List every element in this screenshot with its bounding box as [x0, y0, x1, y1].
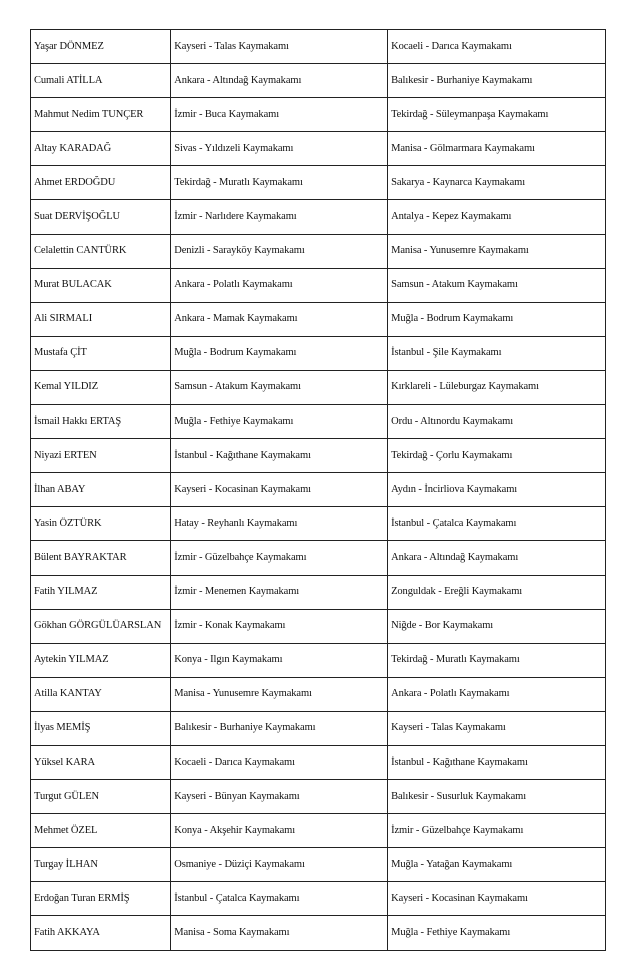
current-post-cell: Manisa - Yunusemre Kaymakamı	[171, 677, 388, 711]
table-row	[31, 64, 606, 98]
table-row	[31, 200, 606, 234]
current-post-cell: Ankara - Polatlı Kaymakamı	[171, 268, 388, 302]
new-post-cell: Muğla - Bodrum Kaymakamı	[388, 302, 606, 336]
table-row	[31, 745, 606, 779]
current-post-cell: Balıkesir - Burhaniye Kaymakamı	[171, 711, 388, 745]
person-name-cell: Turgut GÜLEN	[31, 780, 171, 814]
table-row	[31, 268, 606, 302]
table-row	[31, 848, 606, 882]
table-row	[31, 132, 606, 166]
person-name-cell: Yasin ÖZTÜRK	[31, 507, 171, 541]
current-post-cell: Denizli - Sarayköy Kaymakamı	[171, 234, 388, 268]
new-post-cell: Kocaeli - Darıca Kaymakamı	[388, 30, 606, 64]
new-post-cell: Antalya - Kepez Kaymakamı	[388, 200, 606, 234]
table-body	[31, 30, 606, 951]
table-row	[31, 98, 606, 132]
new-post-cell: Tekirdağ - Süleymanpaşa Kaymakamı	[388, 98, 606, 132]
table-row	[31, 814, 606, 848]
new-post-cell: Samsun - Atakum Kaymakamı	[388, 268, 606, 302]
person-name-cell: Celalettin CANTÜRK	[31, 234, 171, 268]
table-row	[31, 473, 606, 507]
table-row	[31, 677, 606, 711]
table-row	[31, 711, 606, 745]
current-post-cell: İzmir - Menemen Kaymakamı	[171, 575, 388, 609]
table-row	[31, 336, 606, 370]
person-name-cell: Turgay İLHAN	[31, 848, 171, 882]
current-post-cell: İzmir - Güzelbahçe Kaymakamı	[171, 541, 388, 575]
new-post-cell: Zonguldak - Ereğli Kaymakamı	[388, 575, 606, 609]
current-post-cell: Kayseri - Talas Kaymakamı	[171, 30, 388, 64]
new-post-cell: Ordu - Altınordu Kaymakamı	[388, 405, 606, 439]
new-post-cell: Kayseri - Talas Kaymakamı	[388, 711, 606, 745]
new-post-cell: Niğde - Bor Kaymakamı	[388, 609, 606, 643]
current-post-cell: Manisa - Soma Kaymakamı	[171, 916, 388, 950]
new-post-cell: Sakarya - Kaynarca Kaymakamı	[388, 166, 606, 200]
person-name-cell: Fatih YILMAZ	[31, 575, 171, 609]
new-post-cell: Balıkesir - Susurluk Kaymakamı	[388, 780, 606, 814]
person-name-cell: Fatih AKKAYA	[31, 916, 171, 950]
new-post-cell: Ankara - Polatlı Kaymakamı	[388, 677, 606, 711]
current-post-cell: Kocaeli - Darıca Kaymakamı	[171, 745, 388, 779]
appointments-table	[30, 29, 606, 951]
person-name-cell: Atilla KANTAY	[31, 677, 171, 711]
current-post-cell: Muğla - Fethiye Kaymakamı	[171, 405, 388, 439]
current-post-cell: Hatay - Reyhanlı Kaymakamı	[171, 507, 388, 541]
person-name-cell: Niyazi ERTEN	[31, 439, 171, 473]
new-post-cell: Kırklareli - Lüleburgaz Kaymakamı	[388, 370, 606, 404]
new-post-cell: Kayseri - Kocasinan Kaymakamı	[388, 882, 606, 916]
new-post-cell: Balıkesir - Burhaniye Kaymakamı	[388, 64, 606, 98]
new-post-cell: Aydın - İncirliova Kaymakamı	[388, 473, 606, 507]
new-post-cell: Muğla - Fethiye Kaymakamı	[388, 916, 606, 950]
person-name-cell: Aytekin YILMAZ	[31, 643, 171, 677]
table-row	[31, 882, 606, 916]
new-post-cell: İzmir - Güzelbahçe Kaymakamı	[388, 814, 606, 848]
new-post-cell: Tekirdağ - Muratlı Kaymakamı	[388, 643, 606, 677]
current-post-cell: Konya - Akşehir Kaymakamı	[171, 814, 388, 848]
table-row	[31, 30, 606, 64]
person-name-cell: Murat BULACAK	[31, 268, 171, 302]
person-name-cell: İlyas MEMİŞ	[31, 711, 171, 745]
person-name-cell: Erdoğan Turan ERMİŞ	[31, 882, 171, 916]
table-row	[31, 166, 606, 200]
current-post-cell: Kayseri - Kocasinan Kaymakamı	[171, 473, 388, 507]
person-name-cell: Suat DERVİŞOĞLU	[31, 200, 171, 234]
person-name-cell: Ahmet ERDOĞDU	[31, 166, 171, 200]
table-row	[31, 780, 606, 814]
current-post-cell: Muğla - Bodrum Kaymakamı	[171, 336, 388, 370]
current-post-cell: Sivas - Yıldızeli Kaymakamı	[171, 132, 388, 166]
current-post-cell: Osmaniye - Düziçi Kaymakamı	[171, 848, 388, 882]
table-row	[31, 507, 606, 541]
current-post-cell: İstanbul - Çatalca Kaymakamı	[171, 882, 388, 916]
new-post-cell: İstanbul - Şile Kaymakamı	[388, 336, 606, 370]
person-name-cell: Cumali ATİLLA	[31, 64, 171, 98]
new-post-cell: Manisa - Yunusemre Kaymakamı	[388, 234, 606, 268]
current-post-cell: Kayseri - Bünyan Kaymakamı	[171, 780, 388, 814]
person-name-cell: Altay KARADAĞ	[31, 132, 171, 166]
table-row	[31, 234, 606, 268]
table-row	[31, 575, 606, 609]
person-name-cell: İlhan ABAY	[31, 473, 171, 507]
new-post-cell: Tekirdağ - Çorlu Kaymakamı	[388, 439, 606, 473]
table-row	[31, 643, 606, 677]
table-row	[31, 541, 606, 575]
person-name-cell: Yaşar DÖNMEZ	[31, 30, 171, 64]
person-name-cell: Mehmet ÖZEL	[31, 814, 171, 848]
person-name-cell: İsmail Hakkı ERTAŞ	[31, 405, 171, 439]
new-post-cell: Manisa - Gölmarmara Kaymakamı	[388, 132, 606, 166]
current-post-cell: Ankara - Mamak Kaymakamı	[171, 302, 388, 336]
current-post-cell: İzmir - Konak Kaymakamı	[171, 609, 388, 643]
person-name-cell: Mahmut Nedim TUNÇER	[31, 98, 171, 132]
current-post-cell: İstanbul - Kağıthane Kaymakamı	[171, 439, 388, 473]
table-row	[31, 609, 606, 643]
table-row	[31, 370, 606, 404]
current-post-cell: Tekirdağ - Muratlı Kaymakamı	[171, 166, 388, 200]
person-name-cell: Bülent BAYRAKTAR	[31, 541, 171, 575]
person-name-cell: Mustafa ÇİT	[31, 336, 171, 370]
current-post-cell: İzmir - Narlıdere Kaymakamı	[171, 200, 388, 234]
person-name-cell: Yüksel KARA	[31, 745, 171, 779]
new-post-cell: İstanbul - Kağıthane Kaymakamı	[388, 745, 606, 779]
new-post-cell: Ankara - Altındağ Kaymakamı	[388, 541, 606, 575]
table-row	[31, 439, 606, 473]
table-row	[31, 916, 606, 950]
person-name-cell: Kemal YILDIZ	[31, 370, 171, 404]
new-post-cell: İstanbul - Çatalca Kaymakamı	[388, 507, 606, 541]
current-post-cell: Samsun - Atakum Kaymakamı	[171, 370, 388, 404]
current-post-cell: İzmir - Buca Kaymakamı	[171, 98, 388, 132]
new-post-cell: Muğla - Yatağan Kaymakamı	[388, 848, 606, 882]
person-name-cell: Ali SIRMALI	[31, 302, 171, 336]
table-row	[31, 405, 606, 439]
person-name-cell: Gökhan GÖRGÜLÜARSLAN	[31, 609, 171, 643]
current-post-cell: Konya - Ilgın Kaymakamı	[171, 643, 388, 677]
table-row	[31, 302, 606, 336]
current-post-cell: Ankara - Altındağ Kaymakamı	[171, 64, 388, 98]
